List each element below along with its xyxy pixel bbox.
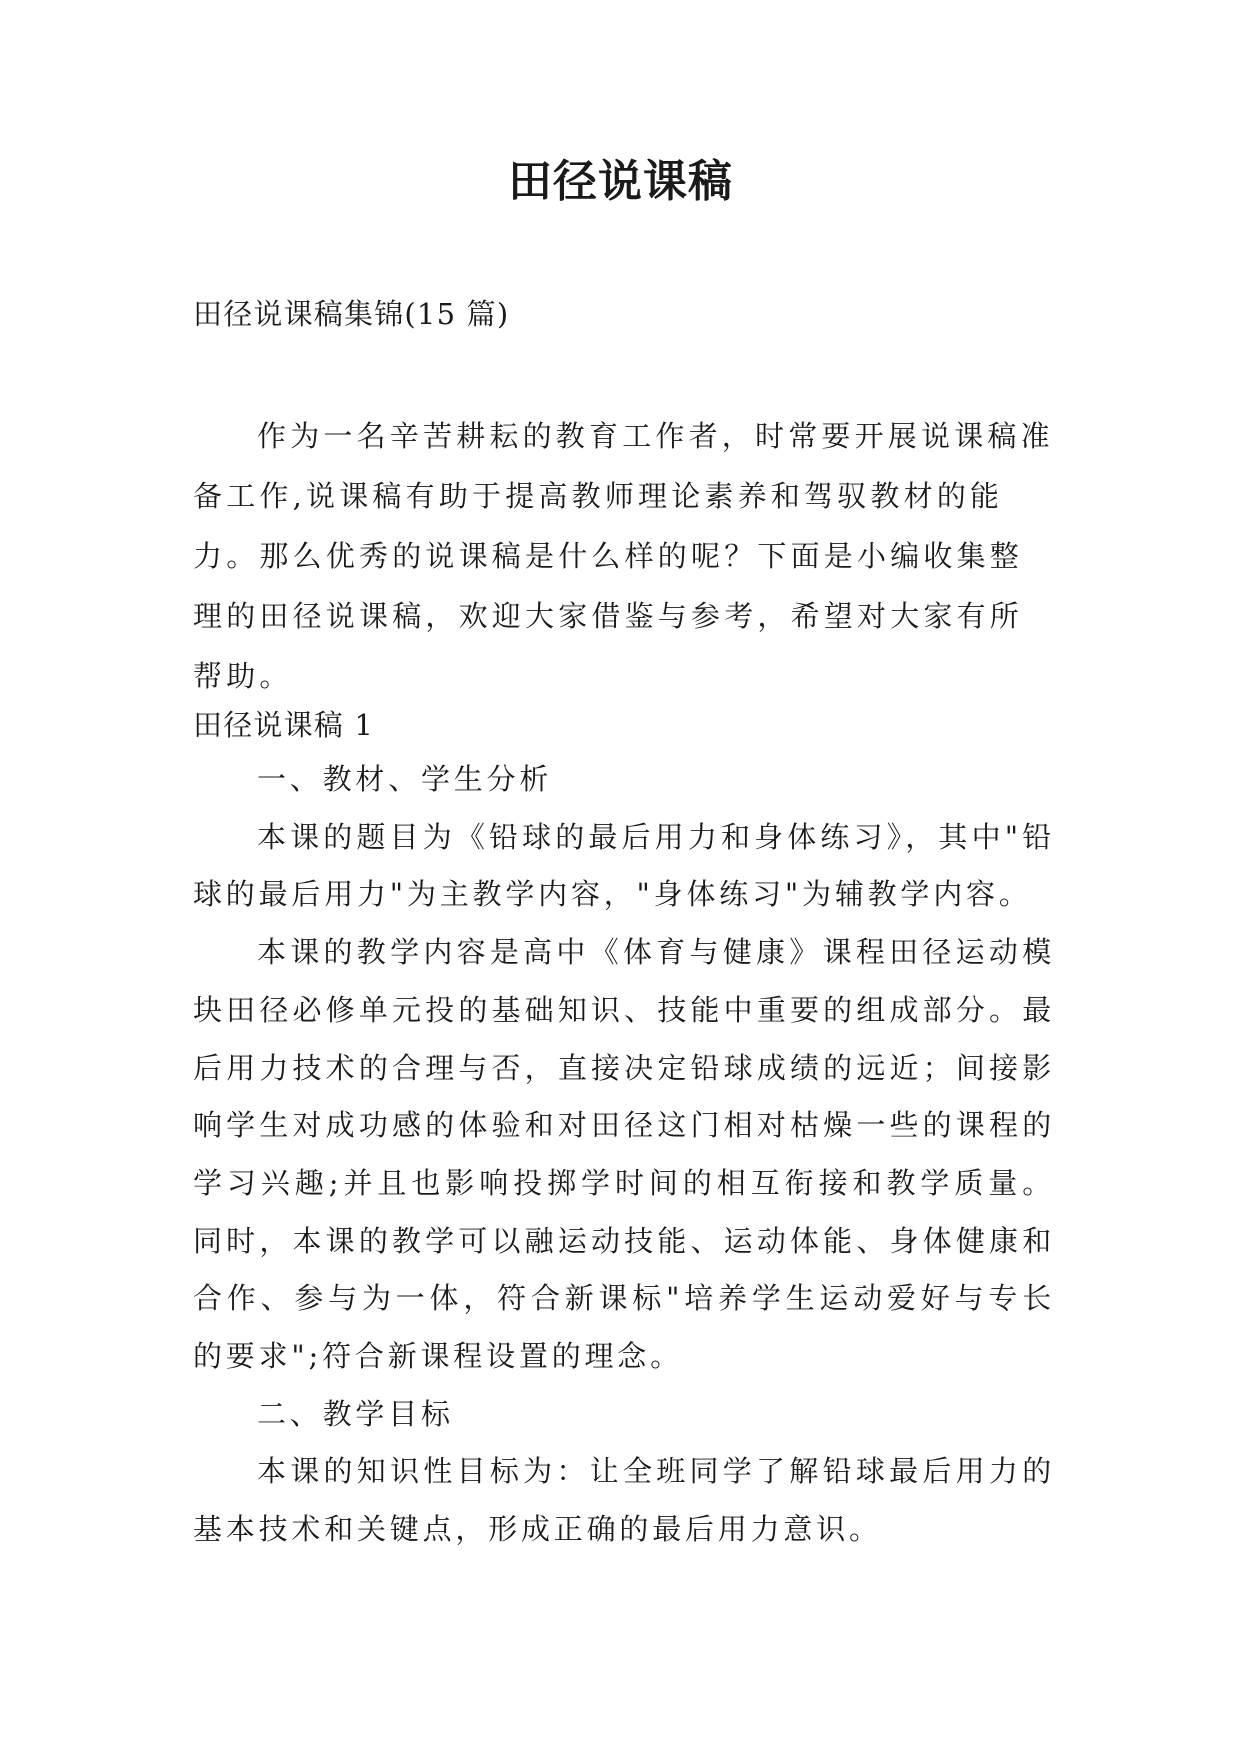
section-body: [193, 751, 1055, 1559]
intro-paragraph: 作为一名辛苦耕耘的教育工作者，时常要开展说课稿准备工作,说课稿有助于提高教师理论素养和驾驭教材的能力。那么优秀的说课稿是什么样的呢？下面是小编收集整理的田径说课稿，欢迎大家借鉴与参考，希望对大家有所帮助。: [193, 419, 1054, 693]
section-title: 田径说课稿 1: [193, 708, 375, 742]
heading-materials-analysis: 一、教材、学生分析: [257, 762, 553, 796]
heading-teaching-goals: 二、教学目标: [257, 1396, 454, 1431]
paragraph-knowledge-goal: 本课的知识性目标为：让全班同学了解铅球最后用力的基本技术和关键点，形成正确的最后用力意识。: [193, 1454, 1055, 1547]
document-subtitle: 田径说课稿集锦(15 篇): [193, 297, 510, 331]
paragraph-lesson-content: 本课的教学内容是高中《体育与健康》课程田径运动模块田径必修单元投的基础知识、技能中重要的组成部分。最后用力技术的合理与否，直接决定铅球成绩的远近；间接影响学生对成功感的体验和对田径这门相对枯燥一些的课程的学习兴趣;并且也影响投掷学时间的相互衔接和教学质量。同时，本课的教学可以融运动技能、运动体能、身体健康和合作、参与为一体，符合新课标"培养学生运动爱好与专长的要求";符合新课程设置的理念。: [193, 935, 1055, 1374]
document-title: 田径说课稿: [508, 156, 733, 207]
paragraph-lesson-topic: 本课的题目为《铅球的最后用力和身体练习》，其中"铅球的最后用力"为主教学内容，"身体练习"为辅教学内容。: [193, 819, 1055, 912]
